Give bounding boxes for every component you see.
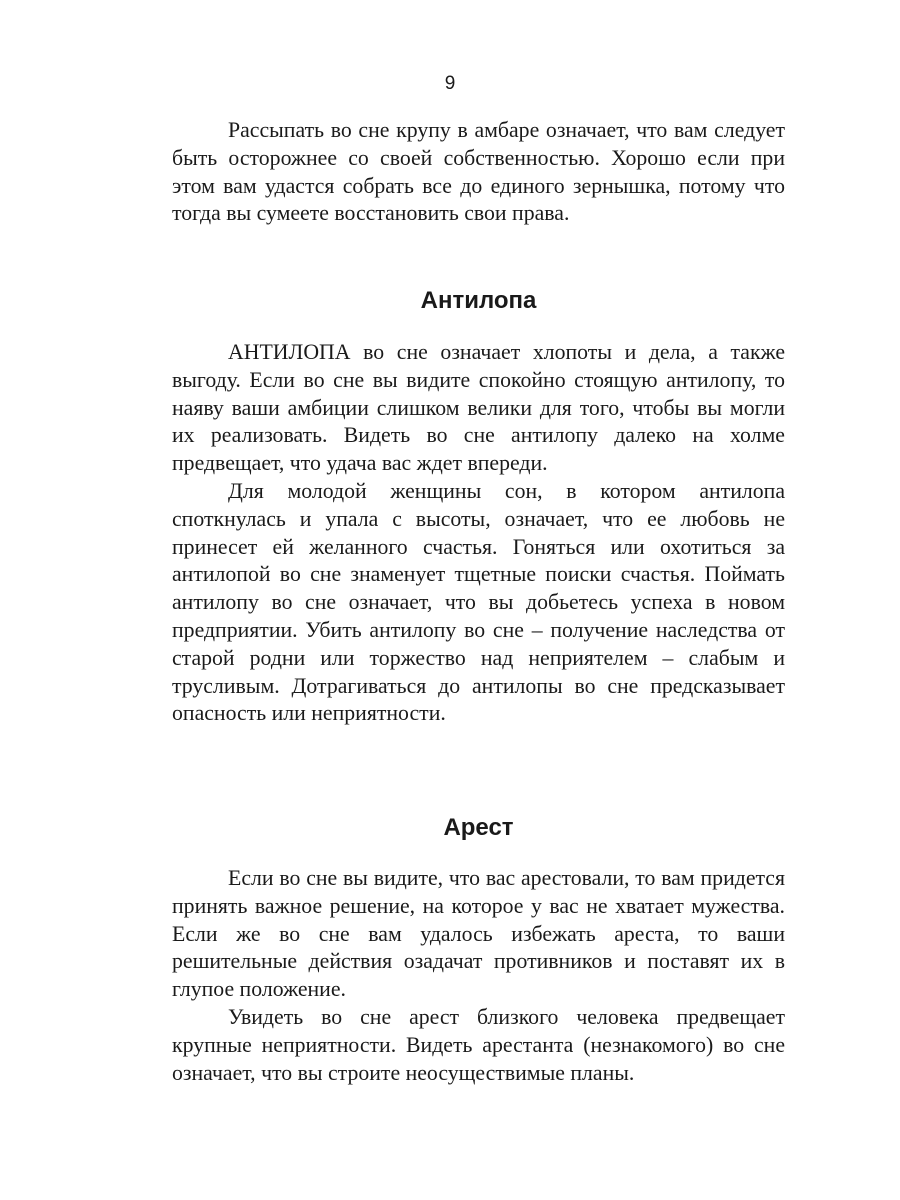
section-heading-arrest: Арест <box>443 814 514 841</box>
section-text-arrest <box>172 865 785 1087</box>
intro-text <box>172 117 785 228</box>
page-number: 9 <box>444 73 456 94</box>
paragraph: Для молодой женщины сон, в котором антилопа споткнулась и упала с высоты, означает, что ее любовь не принесет ей желанного счастья. Гоняться или охотиться за антилопой во сне знаменует тщетные поиски счастья. Поймать антилопу во сне означает, что вы добьетесь успеха в новом предприятии. Убить антилопу во сне – получение наследства от старой родни или торжество над неприятелем – слабым и трусливым. Дотрагиваться до антилопы во сне предсказывает опасность или неприятности. <box>172 478 785 726</box>
paragraph: Увидеть во сне арест близкого человека предвещает крупные неприятности. Видеть арестанта (незнакомого) во сне означает, что вы строите неосуществимые планы. <box>172 1004 785 1085</box>
section-text-antelope <box>172 339 785 728</box>
section-heading-antelope: Антилопа <box>420 287 537 314</box>
paragraph: АНТИЛОПА во сне означает хлопоты и дела, а также выгоду. Если во сне вы видите спокойно стоящую антилопу, то наяву ваши амбиции слишком велики для того, чтобы вы могли их реализовать. Видеть во сне антилопу далеко на холме предвещает, что удача вас ждет впереди. <box>172 340 785 476</box>
paragraph: Если во сне вы видите, что вас арестовали, то вам придется принять важное решение, на которое у вас не хватает мужества. Если же во сне вам удалось избежать ареста, то ваши решительные действия озадачат противников и поставят их в глупое положение. <box>172 866 785 1002</box>
paragraph: Рассыпать во сне крупу в амбаре означает, что вам следует быть осторожнее со своей собственностью. Хорошо если при этом вам удастся собрать все до единого зернышка, потому что тогда вы сумеете восстановить свои права. <box>172 118 785 226</box>
